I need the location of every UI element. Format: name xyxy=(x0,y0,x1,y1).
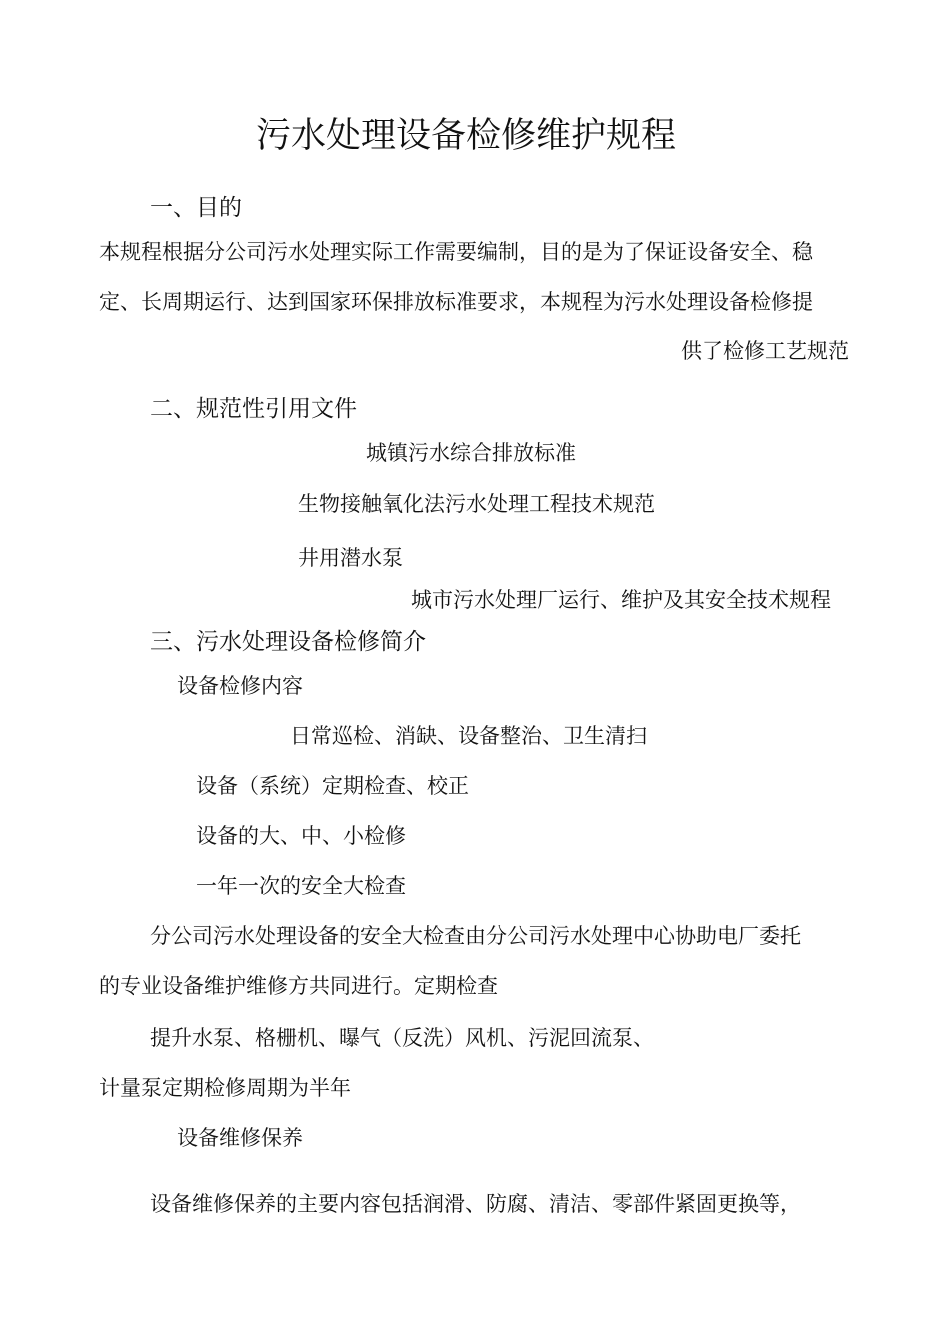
list-item: 日常巡检、消缺、设备整治、卫生清扫 xyxy=(290,724,647,748)
section-heading-references: 二、规范性引用文件 xyxy=(150,396,357,422)
reference-item: 城市污水处理厂运行、维护及其安全技术规程 xyxy=(411,588,831,612)
list-item: 一年一次的安全大检查 xyxy=(196,874,406,898)
paragraph-line: 本规程根据分公司污水处理实际工作需要编制，目的是为了保证设备安全、稳 xyxy=(99,240,813,264)
subheading: 设备检修内容 xyxy=(177,674,303,698)
section-heading-purpose: 一、目的 xyxy=(150,195,242,221)
paragraph-line: 的专业设备维护维修方共同进行。定期检查 xyxy=(99,974,498,998)
paragraph-line: 计量泵定期检修周期为半年 xyxy=(99,1076,351,1100)
subheading: 设备维修保养 xyxy=(177,1126,303,1150)
list-item: 设备（系统）定期检查、校正 xyxy=(196,774,469,798)
reference-item: 生物接触氧化法污水处理工程技术规范 xyxy=(298,492,655,516)
paragraph-line: 提升水泵、格栅机、曝气（反洗）风机、污泥回流泵、 xyxy=(150,1026,654,1050)
document-title: 污水处理设备检修维护规程 xyxy=(256,116,677,156)
paragraph-line: 分公司污水处理设备的安全大检查由分公司污水处理中心协助电厂委托 xyxy=(150,924,801,948)
list-item: 设备的大、中、小检修 xyxy=(196,824,406,848)
reference-item: 井用潜水泵 xyxy=(298,546,403,570)
paragraph-line: 设备维修保养的主要内容包括润滑、防腐、清洁、零部件紧固更换等， xyxy=(150,1192,801,1216)
paragraph-line: 供了检修工艺规范 xyxy=(681,339,849,363)
reference-item: 城镇污水综合排放标准 xyxy=(366,441,576,465)
section-heading-overview: 三、污水处理设备检修简介 xyxy=(150,629,426,655)
paragraph-line: 定、长周期运行、达到国家环保排放标准要求，本规程为污水处理设备检修提 xyxy=(99,290,813,314)
